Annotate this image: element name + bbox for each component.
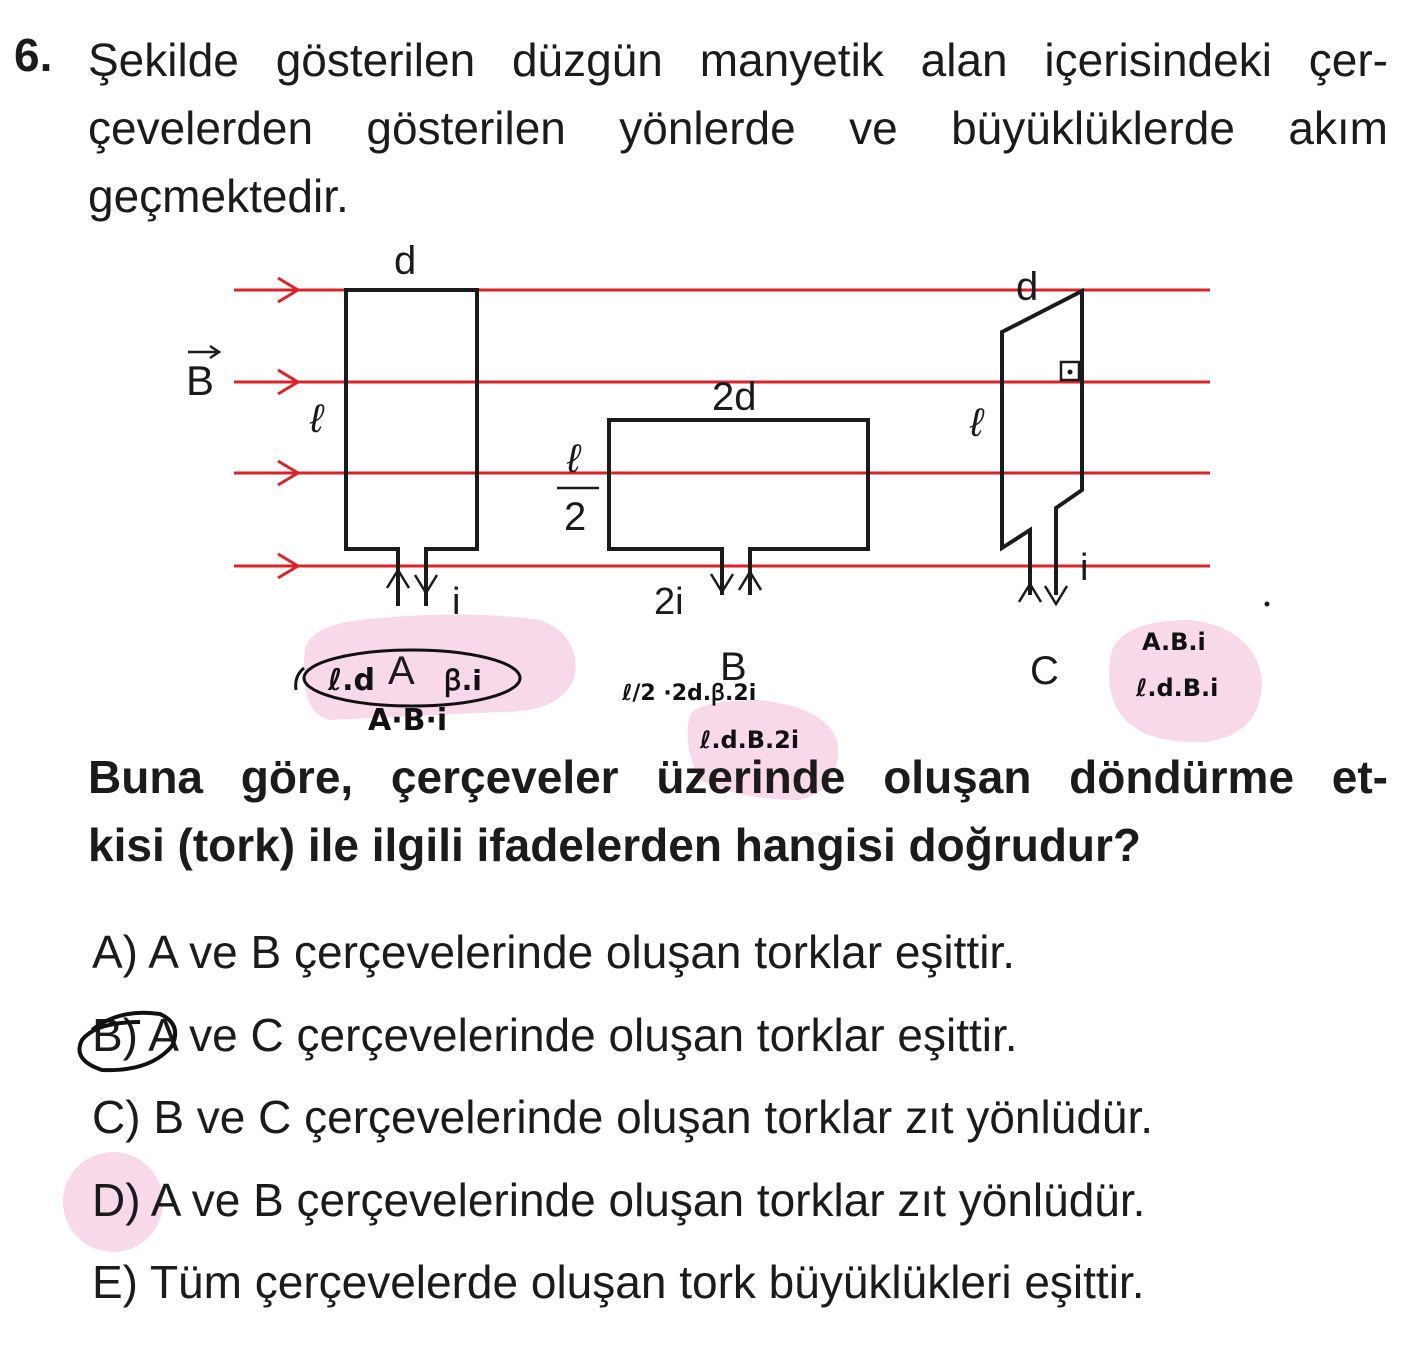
option-text: Tüm çerçevelerde oluşan tork büyüklükleri eşittir. [149,1256,1145,1308]
prompt-line: kisi (tork) ile ilgili ifadelerden hangisi doğrudur? [88,819,1142,871]
option-a[interactable] [92,922,1015,982]
question-prompt [88,743,1388,879]
frame-b-current-label: 2i [654,581,684,623]
option-b[interactable] [92,1005,1018,1065]
field-label: B [186,357,215,404]
note-c-line1: A.B.i [1142,628,1206,656]
right-angle-dot [1068,370,1073,375]
option-d[interactable] [92,1170,1145,1230]
option-text: A ve B çerçevelerinde oluşan torklar eşittir. [148,926,1015,978]
option-text: B ve C çerçevelerinde oluşan torklar zıt yönlüdür. [153,1091,1154,1143]
frame-c [1002,291,1082,595]
frame-a-label: A [388,649,415,693]
frame-b-height-denominator: 2 [564,495,587,539]
note-a-line1-pre: ℓ.d [328,663,376,698]
option-letter: A) [92,926,138,978]
option-text: A ve B çerçevelerinde oluşan torklar zıt yönlüdür. [150,1174,1146,1226]
note-c-line2: ℓ.d.B.i [1136,674,1219,702]
prompt-line: Buna göre, çerçeveler üzerinde oluşan döndürme et- [88,751,1388,803]
frame-a [346,290,477,606]
note-b-line1: ℓ/2 ·2d.ꞵ.2i [622,681,757,706]
stem-line: geçmektedir. [88,170,349,222]
frame-c-width-label: d [1016,265,1039,309]
note-b-line2: ℓ.d.B.2i [700,726,800,754]
frame-b-height-numerator: ℓ [567,437,580,481]
option-e[interactable] [92,1252,1144,1312]
option-letter: C) [92,1091,141,1143]
frame-c-current-label: i [1080,547,1089,589]
frame-c-height-label: ℓ [970,401,983,445]
frame-b-label: B [720,645,747,689]
option-letter: B) [92,1009,138,1061]
option-letter: D) [92,1174,141,1226]
question-number: 6. [14,29,53,81]
option-c[interactable] [92,1087,1153,1147]
current-arrow-icon [387,570,437,593]
option-text: A ve C çerçevelerinde oluşan torklar eşittir. [148,1009,1018,1061]
frame-a-current-label: i [452,581,461,623]
frame-c-label: C [1030,649,1059,693]
stray-dot [1265,602,1270,607]
note-a-line1-post: ꞵ.i [444,664,482,697]
field-lines [234,278,1210,578]
frame-b-width-label: 2d [712,375,757,419]
frame-b [609,420,868,595]
option-letter: E) [92,1256,138,1308]
frame-a-width-label: d [394,239,417,283]
frame-a-height-label: ℓ [310,397,323,441]
current-arrow-icon [711,572,761,592]
stem-line: Şekilde gösterilen düzgün manyetik alan içerisindeki çer- [88,34,1388,86]
stem-line: çevelerden gösterilen yönlerde ve büyüklüklerde akım [88,102,1388,154]
note-a-line2: A·B·i [368,703,448,738]
current-arrow-icon [1019,584,1067,604]
